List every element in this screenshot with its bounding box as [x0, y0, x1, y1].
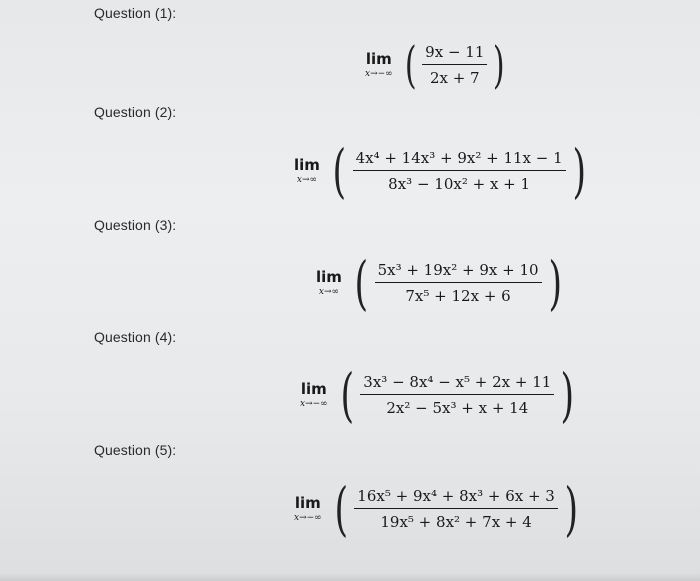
- limit-word: lim: [316, 267, 342, 286]
- question-3-expression: [316, 249, 566, 317]
- fraction-bar: [375, 282, 542, 283]
- limit-word: lim: [300, 379, 327, 398]
- left-paren: (: [354, 249, 369, 317]
- right-paren: ): [548, 249, 562, 317]
- denominator: 7x⁵ + 12x + 6: [405, 287, 511, 306]
- limit-operator: [300, 381, 328, 410]
- limit-operator: [294, 495, 322, 524]
- question-3-label: Question (3):: [94, 217, 177, 233]
- fraction: [353, 148, 566, 194]
- limit-subscript: x→∞: [318, 286, 340, 297]
- denominator: 2x² − 5x³ + x + 14: [386, 399, 529, 418]
- left-paren: (: [340, 361, 354, 429]
- limit-subscript: x→−∞: [365, 68, 393, 79]
- denominator: 2x + 7: [429, 69, 480, 88]
- numerator: 4x⁴ + 14x³ + 9x² + 11x − 1: [355, 148, 563, 167]
- denominator: 19x⁵ + 8x² + 7x + 4: [380, 513, 532, 532]
- right-paren: ): [572, 137, 586, 205]
- limit-subscript: x→−∞: [294, 512, 322, 523]
- fraction-bar: [353, 170, 566, 171]
- numerator: 16x⁵ + 9x⁴ + 8x³ + 6x + 3: [357, 486, 555, 505]
- question-1-label: Question (1):: [94, 5, 177, 21]
- limit-word: lim: [294, 493, 321, 512]
- limit-subscript: x→−∞: [300, 398, 328, 409]
- right-paren: ): [560, 361, 575, 429]
- left-paren: (: [332, 137, 347, 205]
- fraction: [360, 372, 554, 418]
- numerator: 3x³ − 8x⁴ − x⁵ + 2x + 11: [363, 372, 552, 391]
- limit-operator: [316, 269, 342, 298]
- question-4-expression: [300, 361, 579, 429]
- limit-operator: [365, 51, 393, 80]
- question-1-expression: [365, 36, 509, 94]
- left-paren: (: [404, 36, 417, 94]
- fraction-bar: [354, 508, 558, 509]
- limit-subscript: x→∞: [296, 174, 318, 185]
- question-5-label: Question (5):: [94, 442, 177, 458]
- fraction: [354, 486, 558, 532]
- numerator: 5x³ + 19x² + 9x + 10: [377, 260, 539, 279]
- question-2-expression: [294, 137, 590, 205]
- page-bottom-shadow: [0, 573, 700, 581]
- numerator: 9x − 11: [425, 42, 485, 61]
- limit-operator: [294, 157, 320, 186]
- left-paren: (: [334, 475, 348, 543]
- question-4-label: Question (4):: [94, 329, 177, 345]
- denominator: 8x³ − 10x² + x + 1: [388, 175, 531, 194]
- question-2-label: Question (2):: [94, 104, 177, 120]
- right-paren: ): [564, 475, 578, 543]
- limit-word: lim: [294, 155, 320, 174]
- fraction-bar: [360, 394, 554, 395]
- fraction: [422, 42, 487, 88]
- question-5-expression: [294, 475, 583, 543]
- right-paren: ): [493, 36, 505, 94]
- limit-word: lim: [365, 49, 392, 68]
- fraction-bar: [422, 64, 487, 65]
- fraction: [375, 260, 542, 306]
